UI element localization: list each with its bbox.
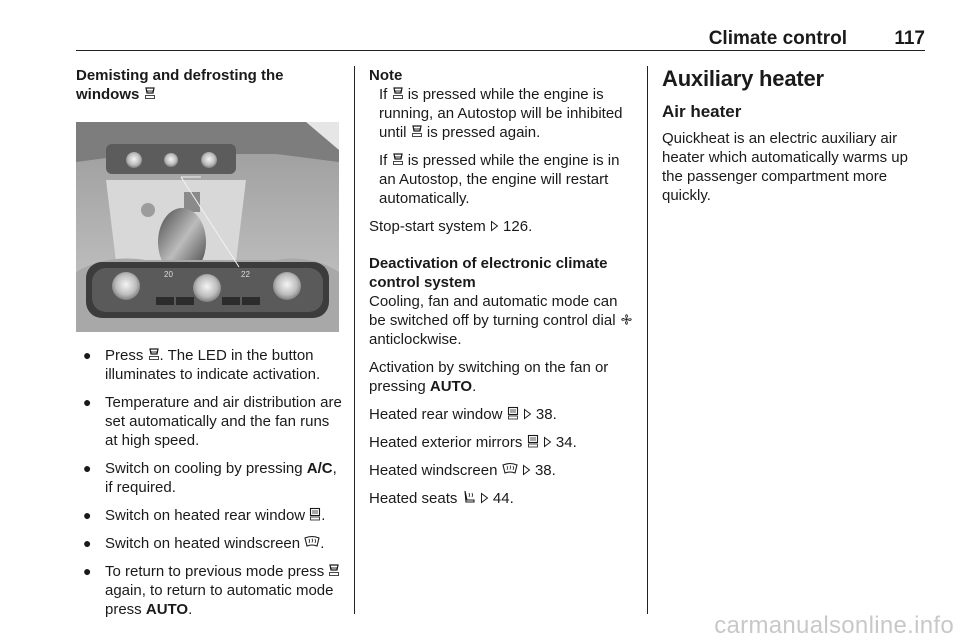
max-defrost-icon [411, 124, 423, 138]
header-rule [76, 50, 925, 51]
page-reference-icon [523, 408, 532, 420]
column-2 [369, 66, 635, 517]
page-reference-icon [543, 436, 552, 448]
deactivation-text: Cooling, fan and automatic mode can be switched off by turning control dial anticlockwise. [369, 292, 635, 349]
left-temp-label: 20 [164, 270, 173, 279]
page-header [76, 24, 925, 52]
rear-window-reference: Heated rear window 38. [369, 406, 557, 423]
air-heater-text: Quickheat is an electric auxiliary air heater which automatically warms up the passenger compartment more quickly. [662, 130, 908, 204]
deactivation-heading: Deactivation of electronic climate control system [369, 255, 608, 291]
stop-start-reference: Stop-start system 126. [369, 218, 533, 235]
page-number: 117 [894, 28, 925, 49]
heated-seats-reference: Heated seats 44. [369, 490, 514, 507]
auto-button-label: AUTO [429, 378, 473, 395]
air-heater-heading: Air heater [662, 102, 742, 121]
fan-icon [620, 313, 633, 326]
page-reference-icon [490, 220, 499, 232]
windscreen-heat-icon [502, 462, 518, 476]
note-paragraph-1: If is pressed while the engine is running, an Autostop will be inhibited until is pressed again. [379, 86, 623, 141]
list-item: ● Switch on heated rear window . [83, 507, 326, 524]
max-defrost-icon [328, 563, 340, 577]
max-defrost-icon [144, 86, 156, 100]
watermark: carmanualsonline.info [714, 612, 954, 639]
windscreen-reference: Heated windscreen 38. [369, 462, 556, 479]
rear-window-heat-icon [527, 434, 539, 448]
activation-text: Activation by switching on the fan or pressing AUTO. [369, 359, 609, 395]
max-defrost-icon [392, 152, 404, 166]
demist-steps [76, 346, 342, 619]
max-defrost-icon [392, 86, 404, 100]
column-3 [662, 66, 928, 214]
section-title: Climate control [708, 28, 847, 49]
list-item: ● Press . The LED in the button illuminates to indicate activation. [83, 347, 321, 383]
auto-button-label: AUTO [145, 601, 189, 618]
page-reference-icon [522, 464, 531, 476]
note-title: Note [369, 67, 403, 84]
list-item: ● Temperature and air distribution are set automatically and the fan runs at high speed. [83, 394, 342, 449]
max-defrost-icon [148, 347, 160, 361]
note-paragraph-2: If is pressed while the engine is in an Autostop, the engine will restart automatically. [379, 152, 620, 207]
right-temp-label: 22 [241, 270, 250, 279]
page-reference-icon [480, 492, 489, 504]
column-divider-1 [354, 66, 355, 614]
list-item: ● To return to previous mode press again, to return to automatic mode press AUTO. [76, 562, 342, 619]
climate-panel-photo [76, 122, 339, 332]
column-1 [76, 66, 342, 628]
column-divider-2 [647, 66, 648, 614]
ac-button-label: A/C [306, 460, 333, 477]
list-item: ● Switch on cooling by pressing A/C, if required. [83, 460, 337, 496]
rear-window-heat-icon [309, 507, 321, 521]
windscreen-heat-icon [304, 535, 320, 549]
seat-heat-icon [462, 490, 476, 504]
demist-heading: Demisting and defrosting the windows [76, 67, 284, 103]
list-item: ● Switch on heated windscreen . [83, 535, 325, 552]
exterior-mirrors-reference: Heated exterior mirrors 34. [369, 434, 577, 451]
rear-window-heat-icon [507, 406, 519, 420]
auxiliary-heater-heading: Auxiliary heater [662, 66, 824, 91]
